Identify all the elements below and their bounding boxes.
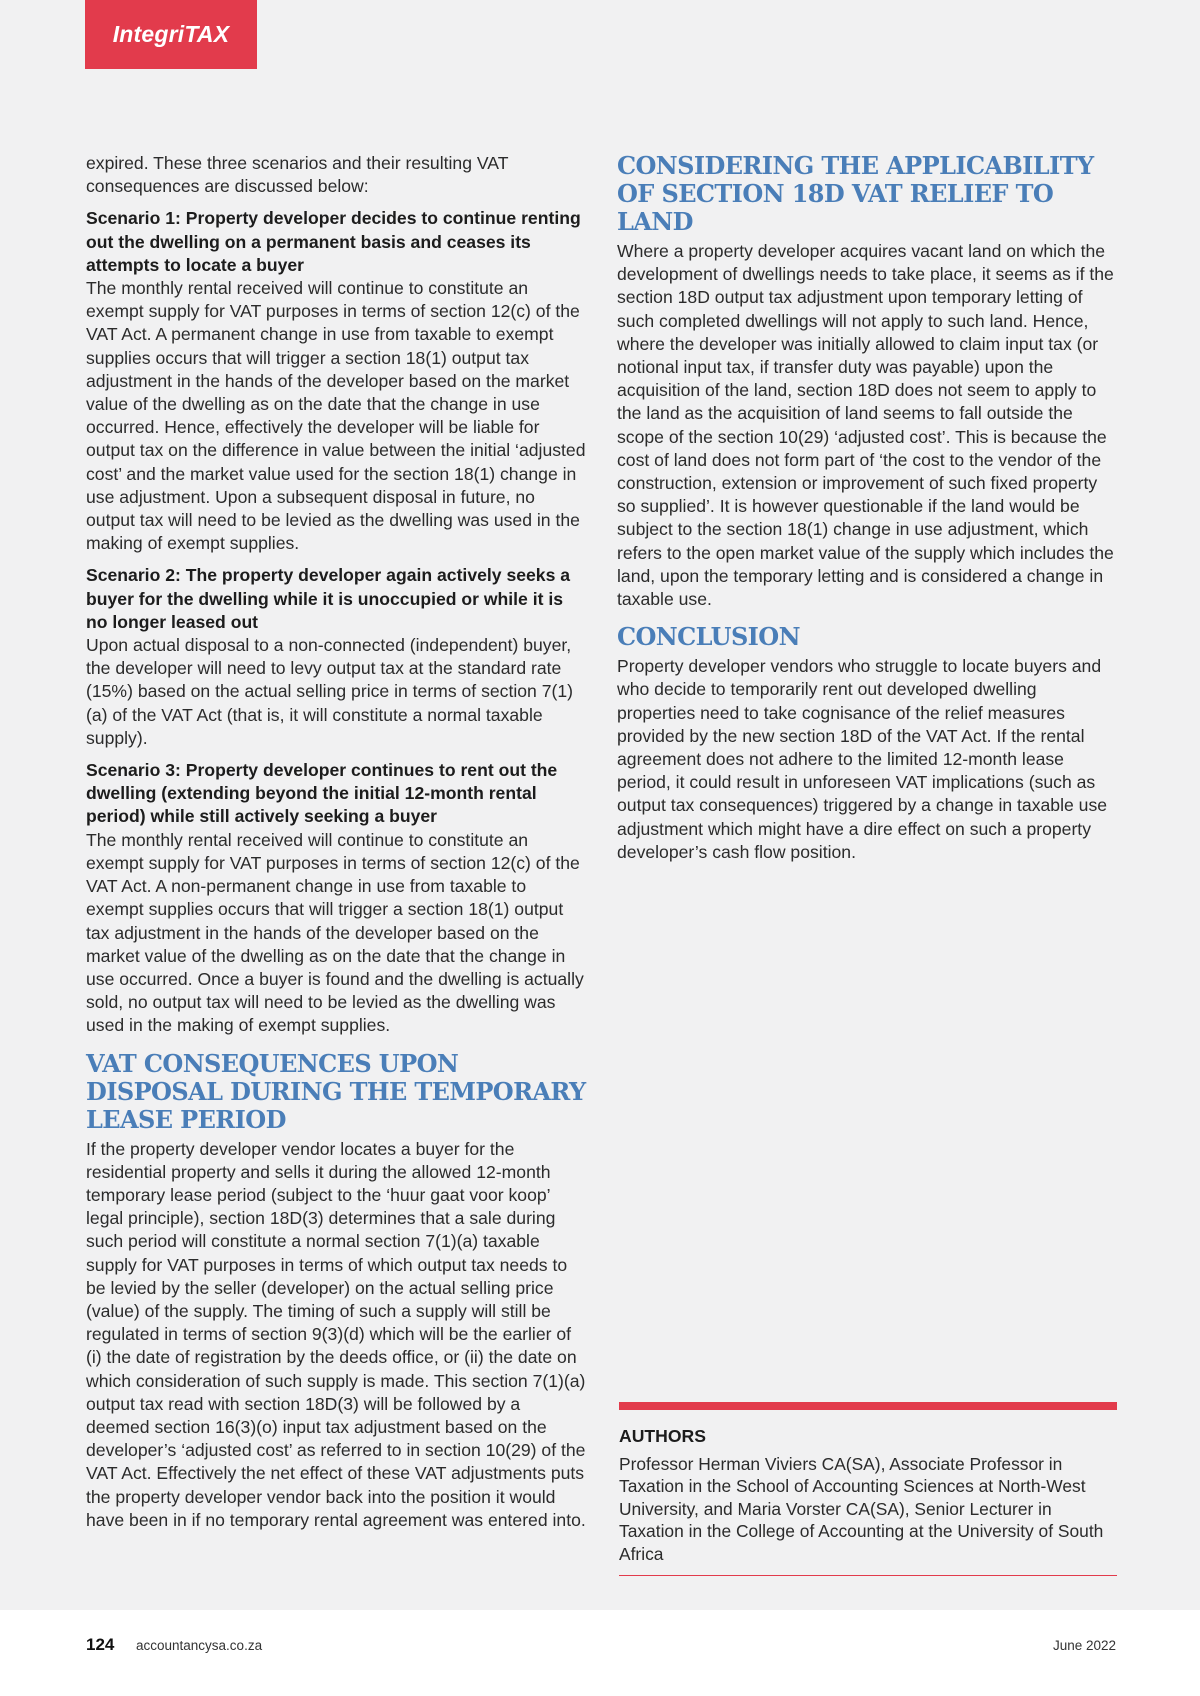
logo-text: IntegriTAX — [112, 21, 230, 47]
integritax-logo — [85, 0, 257, 69]
authors-text: Professor Herman Viviers CA(SA), Associate Professor in Taxation in the School of Accounting Sciences at North-West University, and Maria Vorster CA(SA), Senior Lecturer in Taxation in the College of Accounting at the University of South Africa — [619, 1454, 1104, 1564]
website-link[interactable]: accountancysa.co.za — [136, 1638, 263, 1653]
disposal-section-heading: VAT CONSEQUENCES UPON DISPOSAL DURING THE TEMPORARY LEASE PERIOD — [86, 1048, 586, 1134]
conclusion-heading: CONCLUSION — [617, 622, 800, 652]
page-footer — [0, 1630, 1200, 1660]
disposal-section-body: If the property developer vendor locates a buyer for the residential property and sells it during the allowed 12-month temporary lease period (subject to the ‘huur gaat voor koop’ legal principle), section 18D(3) determines that a sale during such period will constitute a normal section 7(1)(a) taxable supply for VAT purposes in terms of which output tax needs to be levied by the seller (developer) on the actual selling price (value) of the supply. The timing of such a supply will still be regulated in terms of section 9(3)(d) which will be the earlier of (i) the date of registration by the deeds office, or (ii) the date on which consideration of such supply is made. This section 7(1)(a) output tax read with section 18D(3) will be followed by a deemed section 16(3)(o) input tax adjustment based on the developer’s ‘adjusted cost’ as referred to in section 10(29) of the VAT Act. Effectively the net effect of these VAT adjustments puts the property developer vendor back into the position it would have been in if no temporary rental agreement was entered into. — [86, 1138, 586, 1530]
conclusion-body: Property developer vendors who struggle to locate buyers and who decide to temporarily rent out developed dwelling properties need to take cognisance of the relief measures provided by the new section 18D of the VAT Act. If the rental agreement does not adhere to the limited 12-month lease period, it could result in unforeseen VAT implications (such as output tax consequences) triggered by a change in taxable use adjustment which might have a dire effect on such a property developer’s cash flow position. — [617, 656, 1108, 862]
left-column — [86, 152, 586, 1541]
scenario-3-body: The monthly rental received will continue to constitute an exempt supply for VAT purposes in terms of section 12(c) of the VAT Act. A non-permanent change in use from taxable to exempt supplies occurs that will trigger a section 18(1) output tax adjustment in the hands of the developer based on the market value of the dwelling as on the date that the change in use occurred. Once a buyer is found and the dwelling is actually sold, no output tax will need to be levied as the dwelling was used in the making of exempt supplies. — [86, 829, 584, 1036]
page-number: 124 — [86, 1635, 115, 1654]
land-section-heading: CONSIDERING THE APPLICABILITY OF SECTION 18D VAT RELIEF TO LAND — [617, 151, 1094, 236]
authors-accent-bar — [619, 1402, 1117, 1410]
authors-divider — [619, 1575, 1117, 1576]
right-column — [617, 152, 1117, 873]
scenario-3-heading: Scenario 3: Property developer continues to rent out the dwelling (extending beyond the initial 12-month rental period) while still actively seeking a buyer — [86, 760, 558, 827]
scenario-1-body: The monthly rental received will continue to constitute an exempt supply for VAT purposes in terms of section 12(c) of the VAT Act. A permanent change in use from taxable to exempt supplies occurs that will trigger a section 18(1) output tax adjustment in the hands of the developer based on the market value of the dwelling as on the date that the change in use occurred. Hence, effectively the developer will be liable for output tax on the difference in value between the initial ‘adjusted cost’ and the market value used for the section 18(1) change in use adjustment. Upon a subsequent disposal in future, no output tax will need to be levied as the dwelling was used in the making of exempt supplies. — [86, 278, 586, 554]
intro-paragraph: expired. These three scenarios and their resulting VAT consequences are discussed below: — [86, 153, 509, 197]
issue-date: June 2022 — [1052, 1638, 1116, 1653]
scenario-1-heading: Scenario 1: Property developer decides to continue renting out the dwelling on a permanent basis and ceases its attempts to locate a buyer — [86, 208, 581, 275]
land-section-body: Where a property developer acquires vacant land on which the development of dwellings needs to take place, it seems as if the section 18D output tax adjustment upon temporary letting of such completed dwellings will not apply to such land. Hence, where the developer was initially allowed to claim input tax (or notional input tax, if transfer duty was payable) upon the acquisition of the land, section 18D does not seem to apply to the land as the acquisition of land seems to fall outside the scope of the section 10(29) ‘adjusted cost’. This is because the cost of land does not form part of ‘the cost to the vendor of the construction, extension or improvement of such fixed property so supplied’. It is however questionable if the land would be subject to the section 18(1) change in use adjustment, which refers to the open market value of the supply which includes the land, upon the temporary letting and is considered a change in taxable use. — [617, 241, 1114, 610]
authors-title: AUTHORS — [619, 1426, 706, 1446]
scenario-2-heading: Scenario 2: The property developer again actively seeks a buyer for the dwelling while it is unoccupied or while it is no longer leased out — [86, 565, 571, 632]
authors-box — [619, 1402, 1117, 1576]
scenario-2-body: Upon actual disposal to a non-connected (independent) buyer, the developer will need to levy output tax at the standard rate (15%) based on the actual selling price in terms of section 7(1)(a) of the VAT Act (that is, it will constitute a normal taxable supply). — [86, 635, 574, 748]
